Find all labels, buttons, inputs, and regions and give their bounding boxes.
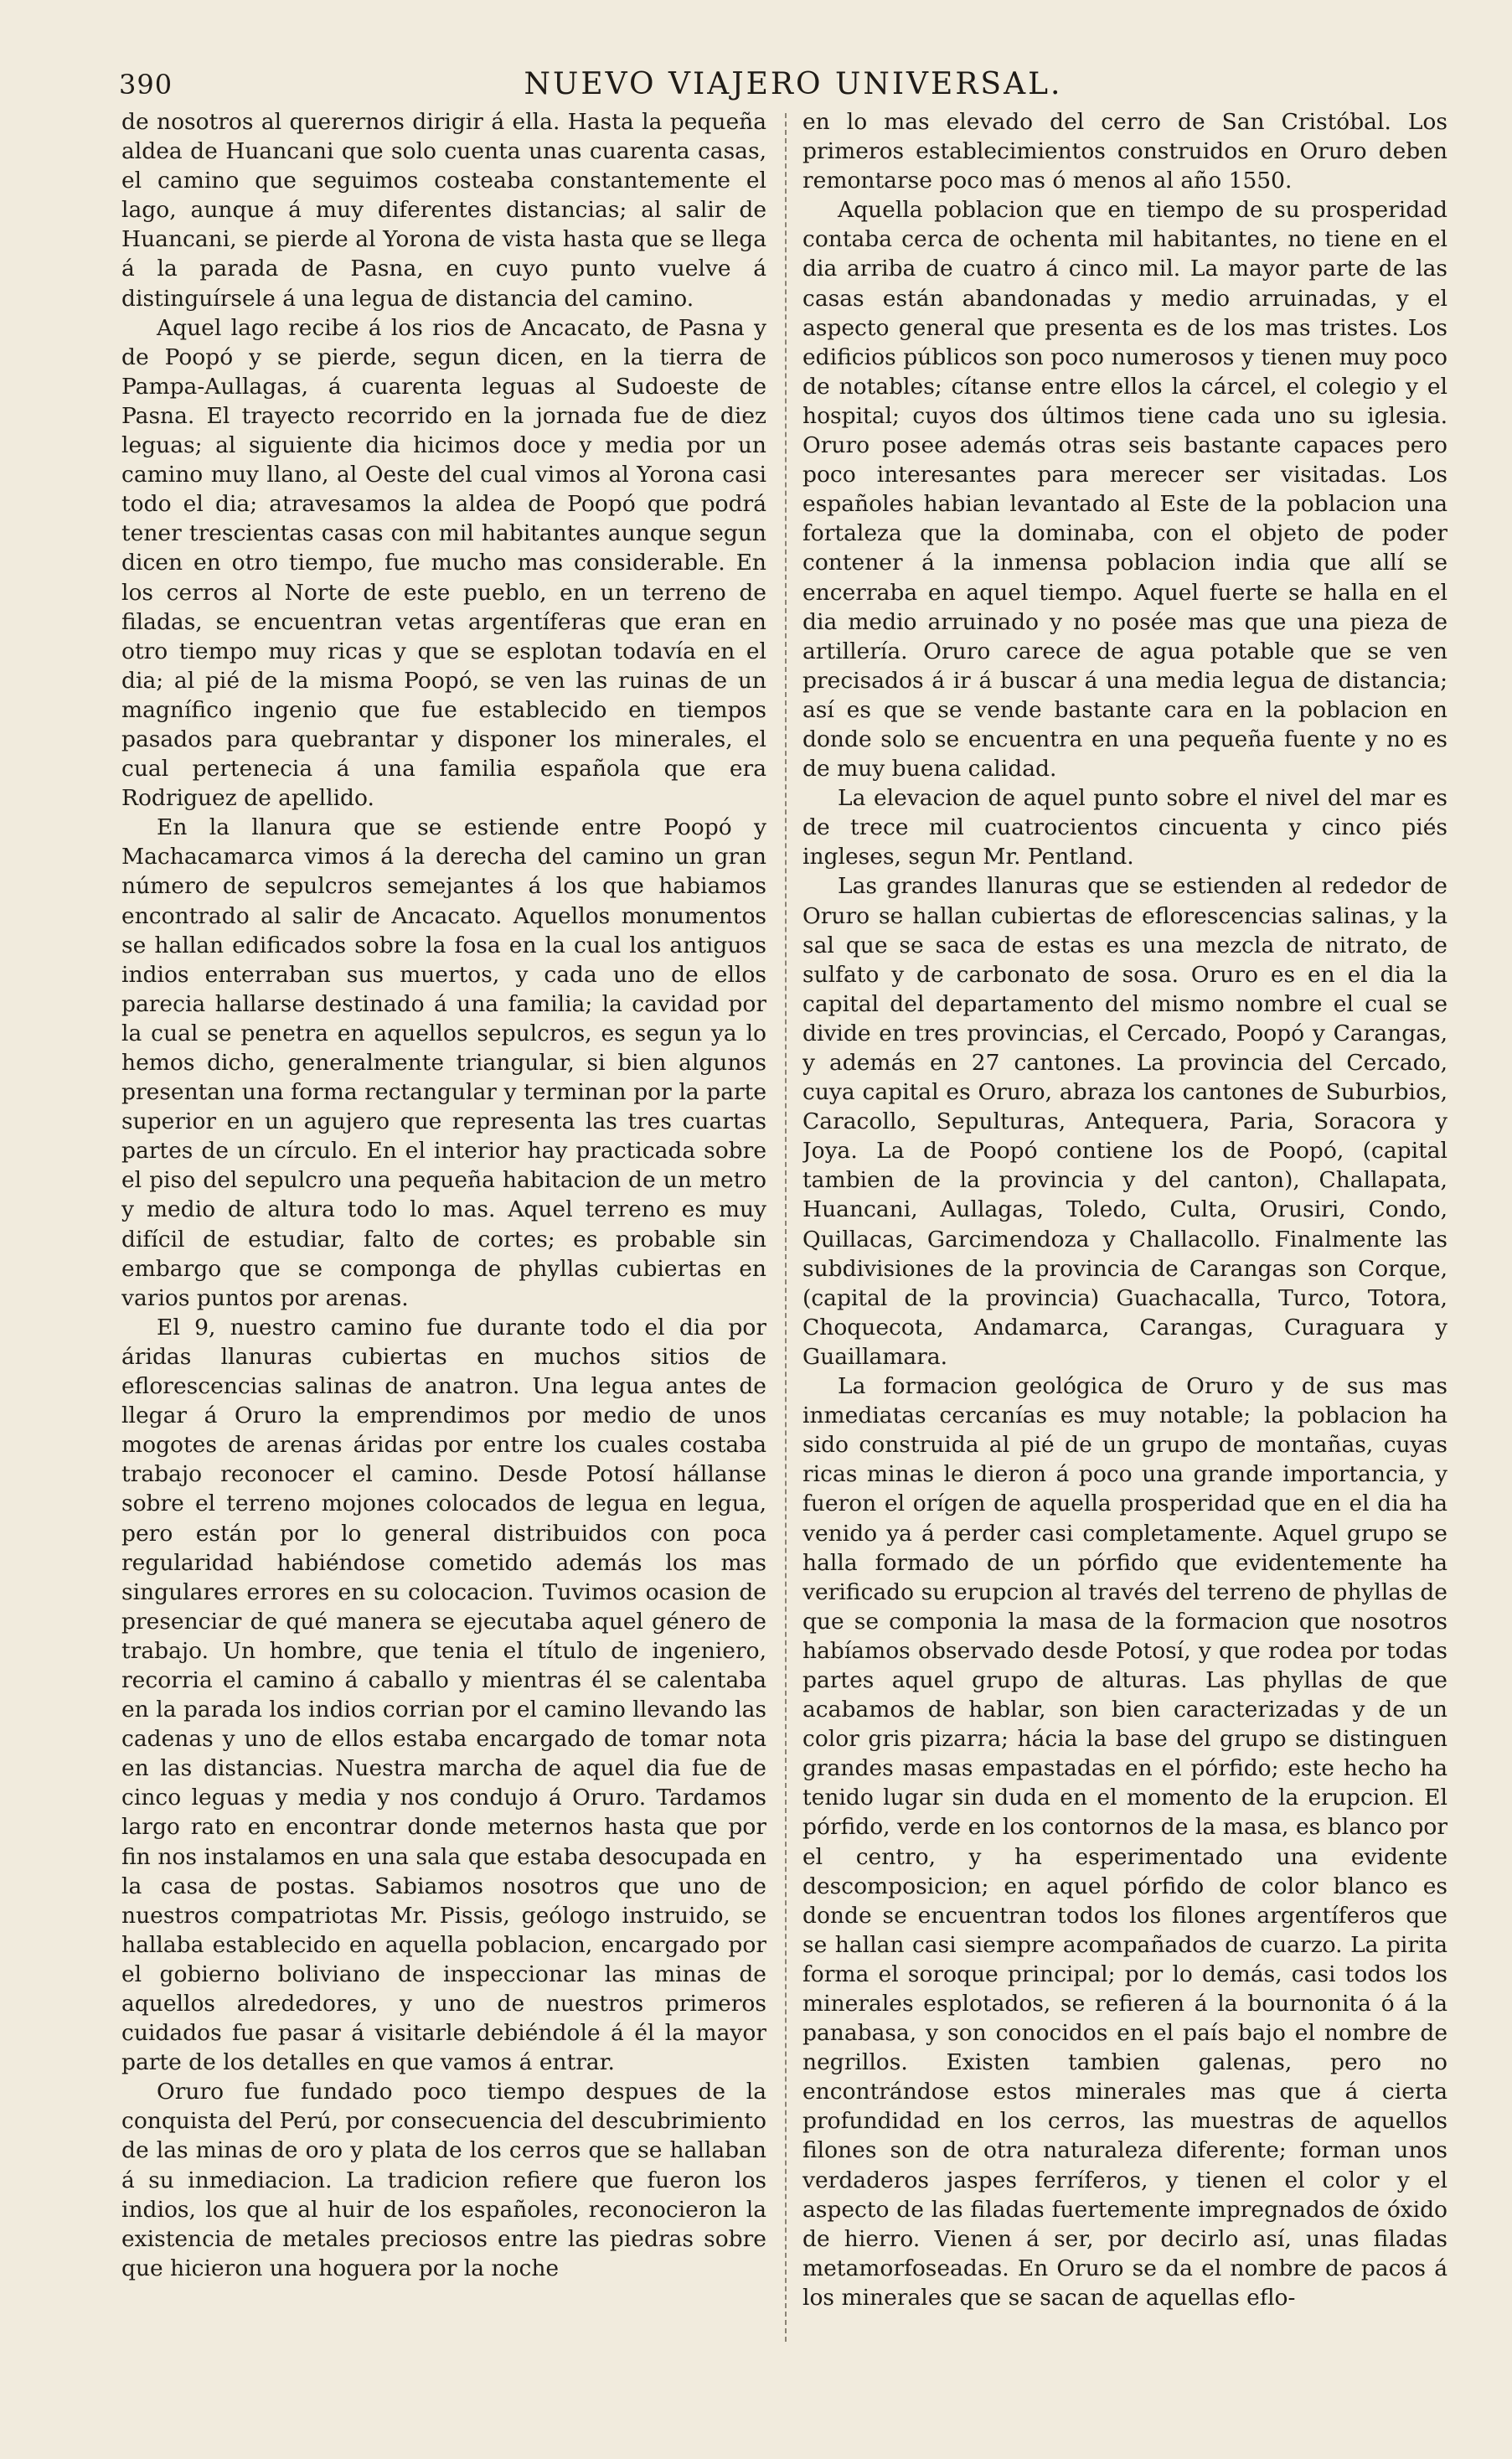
right-column — [802, 107, 1447, 2361]
paragraph: Aquel lago recibe á los rios de Ancacato, de Pasna y de Poopó y se pierde, segun dicen, en la tierra de Pampa-Aullagas, á cuarenta leguas al Sudoeste de Pasna. El trayecto recorrido en la jornada fue de diez leguas; al siguiente dia hicimos doce y media por un camino muy llano, al Oeste del cual vimos al Yorona casi todo el dia; atravesamos la aldea de Poopó que podrá tener trescientas casas con mil habitantes aunque segun dicen en otro tiempo, fue mucho mas considerable. En los cerros al Norte de este pueblo, en un terreno de filadas, se encuentran vetas argentíferas que eran en otro tiempo muy ricas y que se esplotan todavía en el dia; al pié de la misma Poopó, se ven las ruinas de un magnífico ingenio que fue establecido en tiempos pasados para quebrantar y disponer los minerales, el cual pertenecia á una familia española que era Rodriguez de apellido. — [121, 314, 766, 812]
paragraph: de nosotros al querernos dirigir á ella. Hasta la pequeña aldea de Huancani que solo cuenta unas cuarenta casas, el camino que seguimos costeaba constantemente el lago, aunque á muy diferentes distancias; al salir de Huancani, se pierde al Yorona de vista hasta que se llega á la parada de Pasna, en cuyo punto vuelve á distinguírsele á una legua de distancia del camino. — [121, 109, 766, 312]
paragraph: Las grandes llanuras que se estienden al rededor de Oruro se hallan cubiertas de eflorescencias salinas, y la sal que se saca de estas es una mezcla de nitrato, de sulfato y de carbonato de sosa. Oruro es en el dia la capital del departamento del mismo nombre el cual se divide en tres provincias, el Cercado, Poopó y Carangas, y además en 27 cantones. La provincia del Cercado, cuya capital es Oruro, abraza los cantones de Suburbios, Caracollo, Sepulturas, Antequera, Paria, Soracora y Joya. La de Poopó contiene los de Poopó, (capital tambien de la provincia y del canton), Challapata, Huancani, Aullagas, Toledo, Culta, Orusiri, Condo, Quillacas, Garcimendoza y Challacollo. Finalmente las subdivisiones de la provincia de Carangas son Corque, (capital de la provincia) Guachacalla, Turco, Totora, Choquecota, Andamarca, Carangas, Curaguara y Guaillamara. — [802, 873, 1447, 1370]
paragraph: El 9, nuestro camino fue durante todo el dia por áridas llanuras cubiertas en muchos sitios de eflorescencias salinas de anatron. Una legua antes de llegar á Oruro la emprendimos por medio de unos mogotes de arenas áridas por entre los cuales costaba trabajo reconocer el camino. Desde Potosí hállanse sobre el terreno mojones colocados de legua en legua, pero están por lo general distribuidos con poca regularidad habiéndose cometido además los mas singulares errores en su colocacion. Tuvimos ocasion de presenciar de qué manera se ejecutaba aquel género de trabajo. Un hombre, que tenia el título de ingeniero, recorria el camino á caballo y mientras él se calentaba en la parada los indios corrian por el camino llevando las cadenas y uno de ellos estaba encargado de tomar nota en las distancias. Nuestra marcha de aquel dia fue de cinco leguas y media y nos condujo á Oruro. Tardamos largo rato en encontrar donde meternos hasta que por fin nos instalamos en una sala que estaba desocupada en la casa de postas. Sabiamos nosotros que uno de nuestros compatriotas Mr. Pissis, geólogo instruido, se hallaba establecido en aquella poblacion, encargado por el gobierno boliviano de inspeccionar las minas de aquellos alrededores, y uno de nuestros primeros cuidados fue pasar á visitarle debiéndole á él la mayor parte de los detalles en que vamos á entrar. — [121, 1314, 766, 2076]
paragraph: La formacion geológica de Oruro y de sus mas inmediatas cercanías es muy notable; la poblacion ha sido construida al pié de un grupo de montañas, cuyas ricas minas le dieron á poco una grande importancia, y fueron el orígen de aquella prosperidad que en el dia ha venido ya á perder casi completamente. Aquel grupo se halla formado de un pórfido que evidentemente ha verificado su erupcion al través del terreno de phyllas de que se componia la masa de la formacion que nosotros habíamos observado desde Potosí, y que rodea por todas partes aquel grupo de alturas. Las phyllas de que acabamos de hablar, son bien caracterizadas y de un color gris pizarra; hácia la base del grupo se distinguen grandes masas empastadas en el pórfido; este hecho ha tenido lugar sin duda en el momento de la erupcion. El pórfido, verde en los contornos de la masa, es blanco por el centro, y ha esperimentado una evidente descomposicion; en aquel pórfido de color blanco es donde se encuentran todos los filones argentíferos que se hallan casi siempre acompañados de cuarzo. La pirita forma el soroque principal; por lo demás, casi todos los minerales esplotados, se refieren á la bournonita ó á la panabasa, y son conocidos en el país bajo el nombre de negrillos. Existen tambien galenas, pero no encontrándose estos minerales mas que á cierta profundidad en los cerros, las muestras de aquellos filones son de otra naturaleza diferente; forman unos verdaderos jaspes ferríferos, y tienen el color y el aspecto de las filadas fuertemente impregnados de óxido de hierro. Vienen á ser, por decirlo así, unas filadas metamorfoseadas. En Oruro se da el nombre de pacos á los minerales que se sacan de aquellas eflo- — [802, 1373, 1447, 2311]
column-divider — [785, 113, 787, 2342]
left-column — [121, 107, 766, 2361]
paragraph: En la llanura que se estiende entre Poopó y Machacamarca vimos á la derecha del camino un gran número de sepulcros semejantes á los que habiamos encontrado al salir de Ancacato. Aquellos monumentos se hallan edificados sobre la fosa en la cual los antiguos indios enterraban sus muertos, y cada uno de ellos parecia hallarse destinado á una familia; la cavidad por la cual se penetra en aquellos sepulcros, es segun ya lo hemos dicho, generalmente triangular, si bien algunos presentan una forma rectangular y terminan por la parte superior en un agujero que representa las tres cuartas partes de un círculo. En el interior hay practicada sobre el piso del sepulcro una pequeña habitacion de un metro y medio de altura todo lo mas. Aquel terreno es muy difícil de estudiar, falto de cortes; es probable sin embargo que se componga de phyllas cubiertas en varios puntos por arenas. — [121, 814, 766, 1311]
paragraph: Oruro fue fundado poco tiempo despues de la conquista del Perú, por consecuencia del descubrimiento de las minas de oro y plata de los cerros que se hallaban á su inmediacion. La tradicion refiere que fueron los indios, los que al huir de los españoles, reconocieron la existencia de metales preciosos entre las piedras sobre que hicieron una hoguera por la noche — [121, 2079, 766, 2281]
paragraph: Aquella poblacion que en tiempo de su prosperidad contaba cerca de ochenta mil habitantes, no tiene en el dia arriba de cuatro á cinco mil. La mayor parte de las casas están abandonadas y medio arruinadas, y el aspecto general que presenta es de los mas tristes. Los edificios públicos son poco numerosos y tienen muy poco de notables; cítanse entre ellos la cárcel, el colegio y el hospital; cuyos dos últimos tiene cada uno su iglesia. Oruro posee además otras seis bastante capaces pero poco interesantes para merecer ser visitadas. Los españoles habian levantado al Este de la poblacion una fortaleza que la dominaba, con el objeto de poder contener á la inmensa poblacion india que allí se encerraba en aquel tiempo. Aquel fuerte se halla en el dia medio arruinado y no posée mas que una pieza de artillería. Oruro carece de agua potable que se ven precisados á ir á buscar á una media legua de distancia; así es que se vende bastante cara en la poblacion en donde solo se encuentra en una pequeña fuente y no es de muy buena calidad. — [802, 197, 1447, 783]
page-header — [119, 65, 1468, 109]
paragraph: en lo mas elevado del cerro de San Cristóbal. Los primeros establecimientos construidos en Oruro deben remontarse poco mas ó menos al año 1550. — [802, 109, 1447, 194]
running-title: NUEVO VIAJERO UNIVERSAL. — [524, 67, 1063, 101]
paragraph: La elevacion de aquel punto sobre el nivel del mar es de trece mil cuatrocientos cincuenta y cinco piés ingleses, segun Mr. Pentland. — [802, 785, 1447, 870]
page-number: 390 — [119, 69, 173, 101]
